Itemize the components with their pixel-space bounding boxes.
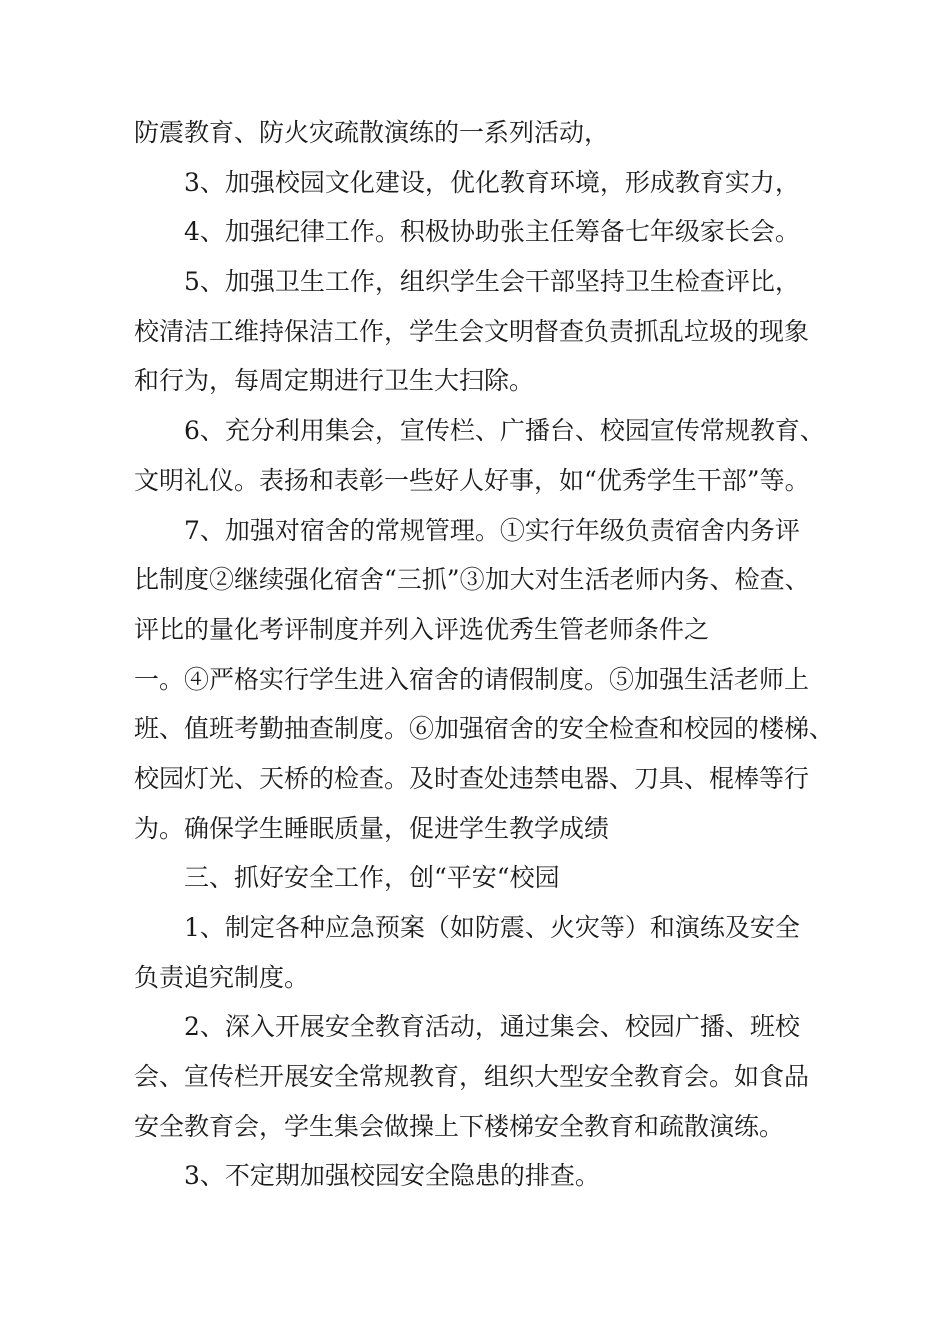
text-line: 1、制定各种应急预案（如防震、火灾等）和演练及安全 [184,913,800,942]
text-line: 班、值班考勤抽查制度。⑥加强宿舍的安全检查和校园的楼梯、 [134,714,835,744]
text-line: 5、加强卫生工作，组织学生会干部坚持卫生检查评比， [184,267,800,297]
text-line: 负责追究制度。 [134,962,310,992]
text-line: 会、宣传栏开展安全常规教育，组织大型安全教育会。如食品 [134,1062,810,1092]
text-line: 和行为，每周定期进行卫生大扫除。 [134,366,535,396]
text-line: 文明礼仪。表扬和表彰一些好人好事，如“优秀学生干部”等。 [134,465,810,495]
text-line: 3、加强校园文化建设，优化教育环境，形成教育实力， [184,167,800,197]
text-line: 评比的量化考评制度并列入评选优秀生管老师条件之 [134,614,710,644]
text-line: 安全教育会，学生集会做操上下楼梯安全教育和疏散演练。 [134,1111,785,1141]
text-line: 校清洁工维持保洁工作，学生会文明督查负责抓乱垃圾的现象 [134,316,810,346]
text-line: 2、深入开展安全教育活动，通过集会、校园广播、班校 [184,1012,800,1042]
text-line: 3、不定期加强校园安全隐患的排查。 [184,1161,600,1191]
text-line: 为。确保学生睡眠质量，促进学生教学成绩 [134,813,610,843]
text-line: 4、加强纪律工作。积极协助张主任筹备七年级家长会。 [184,217,800,247]
text-line: 校园灯光、天桥的检查。及时查处违禁电器、刀具、棍棒等行 [134,763,810,793]
text-line: 6、充分利用集会，宣传栏、广播台、校园宣传常规教育、 [184,416,825,446]
text-line: 三、抓好安全工作，创“平安“校园 [184,863,560,893]
text-line: 7、加强对宿舍的常规管理。①实行年级负责宿舍内务评 [184,515,800,545]
text-line: 一。④严格实行学生进入宿舍的请假制度。⑤加强生活老师上 [134,664,810,694]
text-line: 比制度②继续强化宿舍“三抓”③加大对生活老师内务、检查、 [134,565,810,595]
document-body [134,108,854,1201]
text-line: 防震教育、防火灾疏散演练的一系列活动， [134,118,610,147]
